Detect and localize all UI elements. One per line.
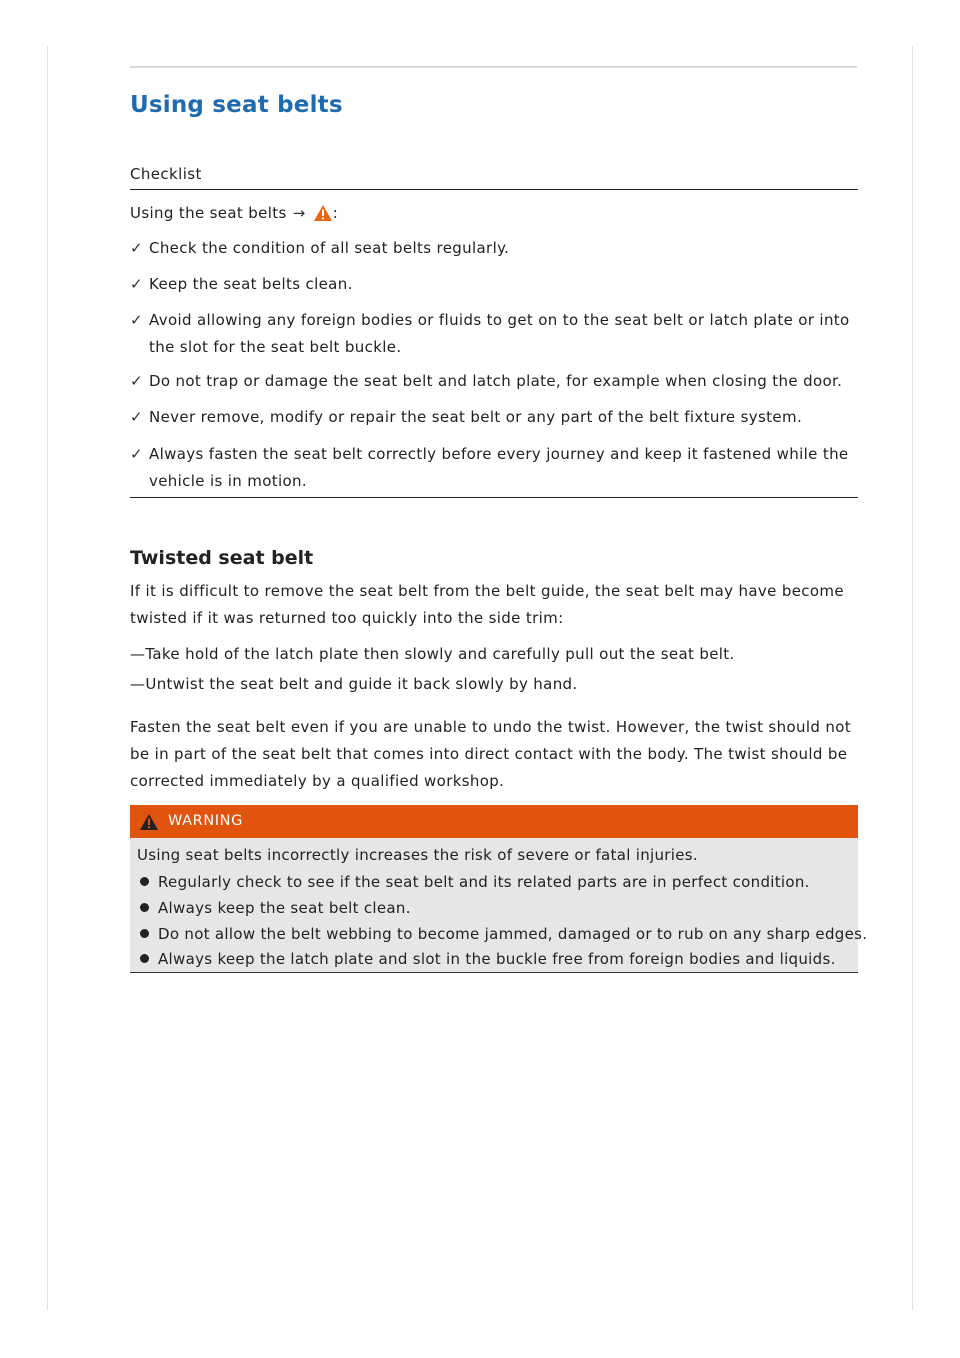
arrow-right-icon: → bbox=[292, 204, 306, 222]
checklist-label: Checklist bbox=[130, 165, 202, 183]
checklist-intro bbox=[130, 200, 338, 227]
checklist-item: ✓ Avoid allowing any foreign bodies or fluids to get on to the seat belt or latch plate or into the slot for the seat belt buckle. bbox=[130, 307, 858, 361]
step-dash: — bbox=[130, 645, 146, 663]
header-divider bbox=[130, 66, 857, 68]
page-title: Using seat belts bbox=[130, 92, 343, 118]
warning-triangle-icon[interactable] bbox=[313, 204, 333, 222]
page-edge-left bbox=[47, 46, 48, 1310]
checklist-bottom-rule bbox=[130, 497, 858, 498]
warning-label: WARNING bbox=[168, 813, 243, 829]
check-mark-icon: ✓ bbox=[130, 372, 143, 390]
check-mark-icon: ✓ bbox=[130, 311, 143, 329]
warning-bullet: Always keep the seat belt clean. bbox=[140, 899, 411, 917]
warning-bullet: Regularly check to see if the seat belt and its related parts are in perfect condition. bbox=[140, 873, 810, 891]
twisted-intro: If it is difficult to remove the seat belt from the belt guide, the seat belt may have become twisted if it was returned too quickly into the side trim: bbox=[130, 582, 844, 627]
bullet-dot-icon bbox=[140, 903, 149, 912]
check-mark-icon: ✓ bbox=[130, 408, 143, 426]
warning-triangle-icon bbox=[139, 813, 159, 831]
checklist-intro-colon: : bbox=[332, 204, 339, 222]
checklist-top-rule bbox=[130, 189, 858, 190]
checklist-intro-text: Using the seat belts bbox=[130, 204, 287, 222]
checklist-item: ✓ Check the condition of all seat belts regularly. bbox=[130, 235, 858, 262]
step-item: —Take hold of the latch plate then slowly and carefully pull out the seat belt. bbox=[130, 645, 735, 663]
warning-bullet: Do not allow the belt webbing to become jammed, damaged or to rub on any sharp edges. bbox=[140, 925, 867, 943]
section-heading: Twisted seat belt bbox=[130, 547, 314, 569]
checklist-item: ✓ Keep the seat belts clean. bbox=[130, 271, 858, 298]
check-mark-icon: ✓ bbox=[130, 445, 143, 463]
warning-intro: Using seat belts incorrectly increases the risk of severe or fatal injuries. bbox=[137, 846, 698, 864]
twisted-note: Fasten the seat belt even if you are unable to undo the twist. However, the twist should not be in part of the seat belt that comes into direct contact with the body. The twist should be corrected immediately by a qualified workshop. bbox=[130, 718, 851, 790]
warning-header bbox=[130, 805, 858, 838]
step-dash: — bbox=[130, 675, 146, 693]
step-item: —Untwist the seat belt and guide it back slowly by hand. bbox=[130, 675, 578, 693]
warning-bullet: Always keep the latch plate and slot in the buckle free from foreign bodies and liquids. bbox=[140, 950, 836, 968]
check-mark-icon: ✓ bbox=[130, 239, 143, 257]
bullet-dot-icon bbox=[140, 954, 149, 963]
checklist-item: ✓ Do not trap or damage the seat belt and latch plate, for example when closing the door. bbox=[130, 368, 858, 395]
check-mark-icon: ✓ bbox=[130, 275, 143, 293]
page-edge-right bbox=[912, 46, 913, 1310]
checklist-item: ✓ Never remove, modify or repair the seat belt or any part of the belt fixture system. bbox=[130, 404, 858, 431]
bullet-dot-icon bbox=[140, 877, 149, 886]
checklist-item: ✓ Always fasten the seat belt correctly before every journey and keep it fastened while the vehicle is in motion. bbox=[130, 441, 858, 495]
warning-body bbox=[130, 838, 868, 973]
bullet-dot-icon bbox=[140, 929, 149, 938]
